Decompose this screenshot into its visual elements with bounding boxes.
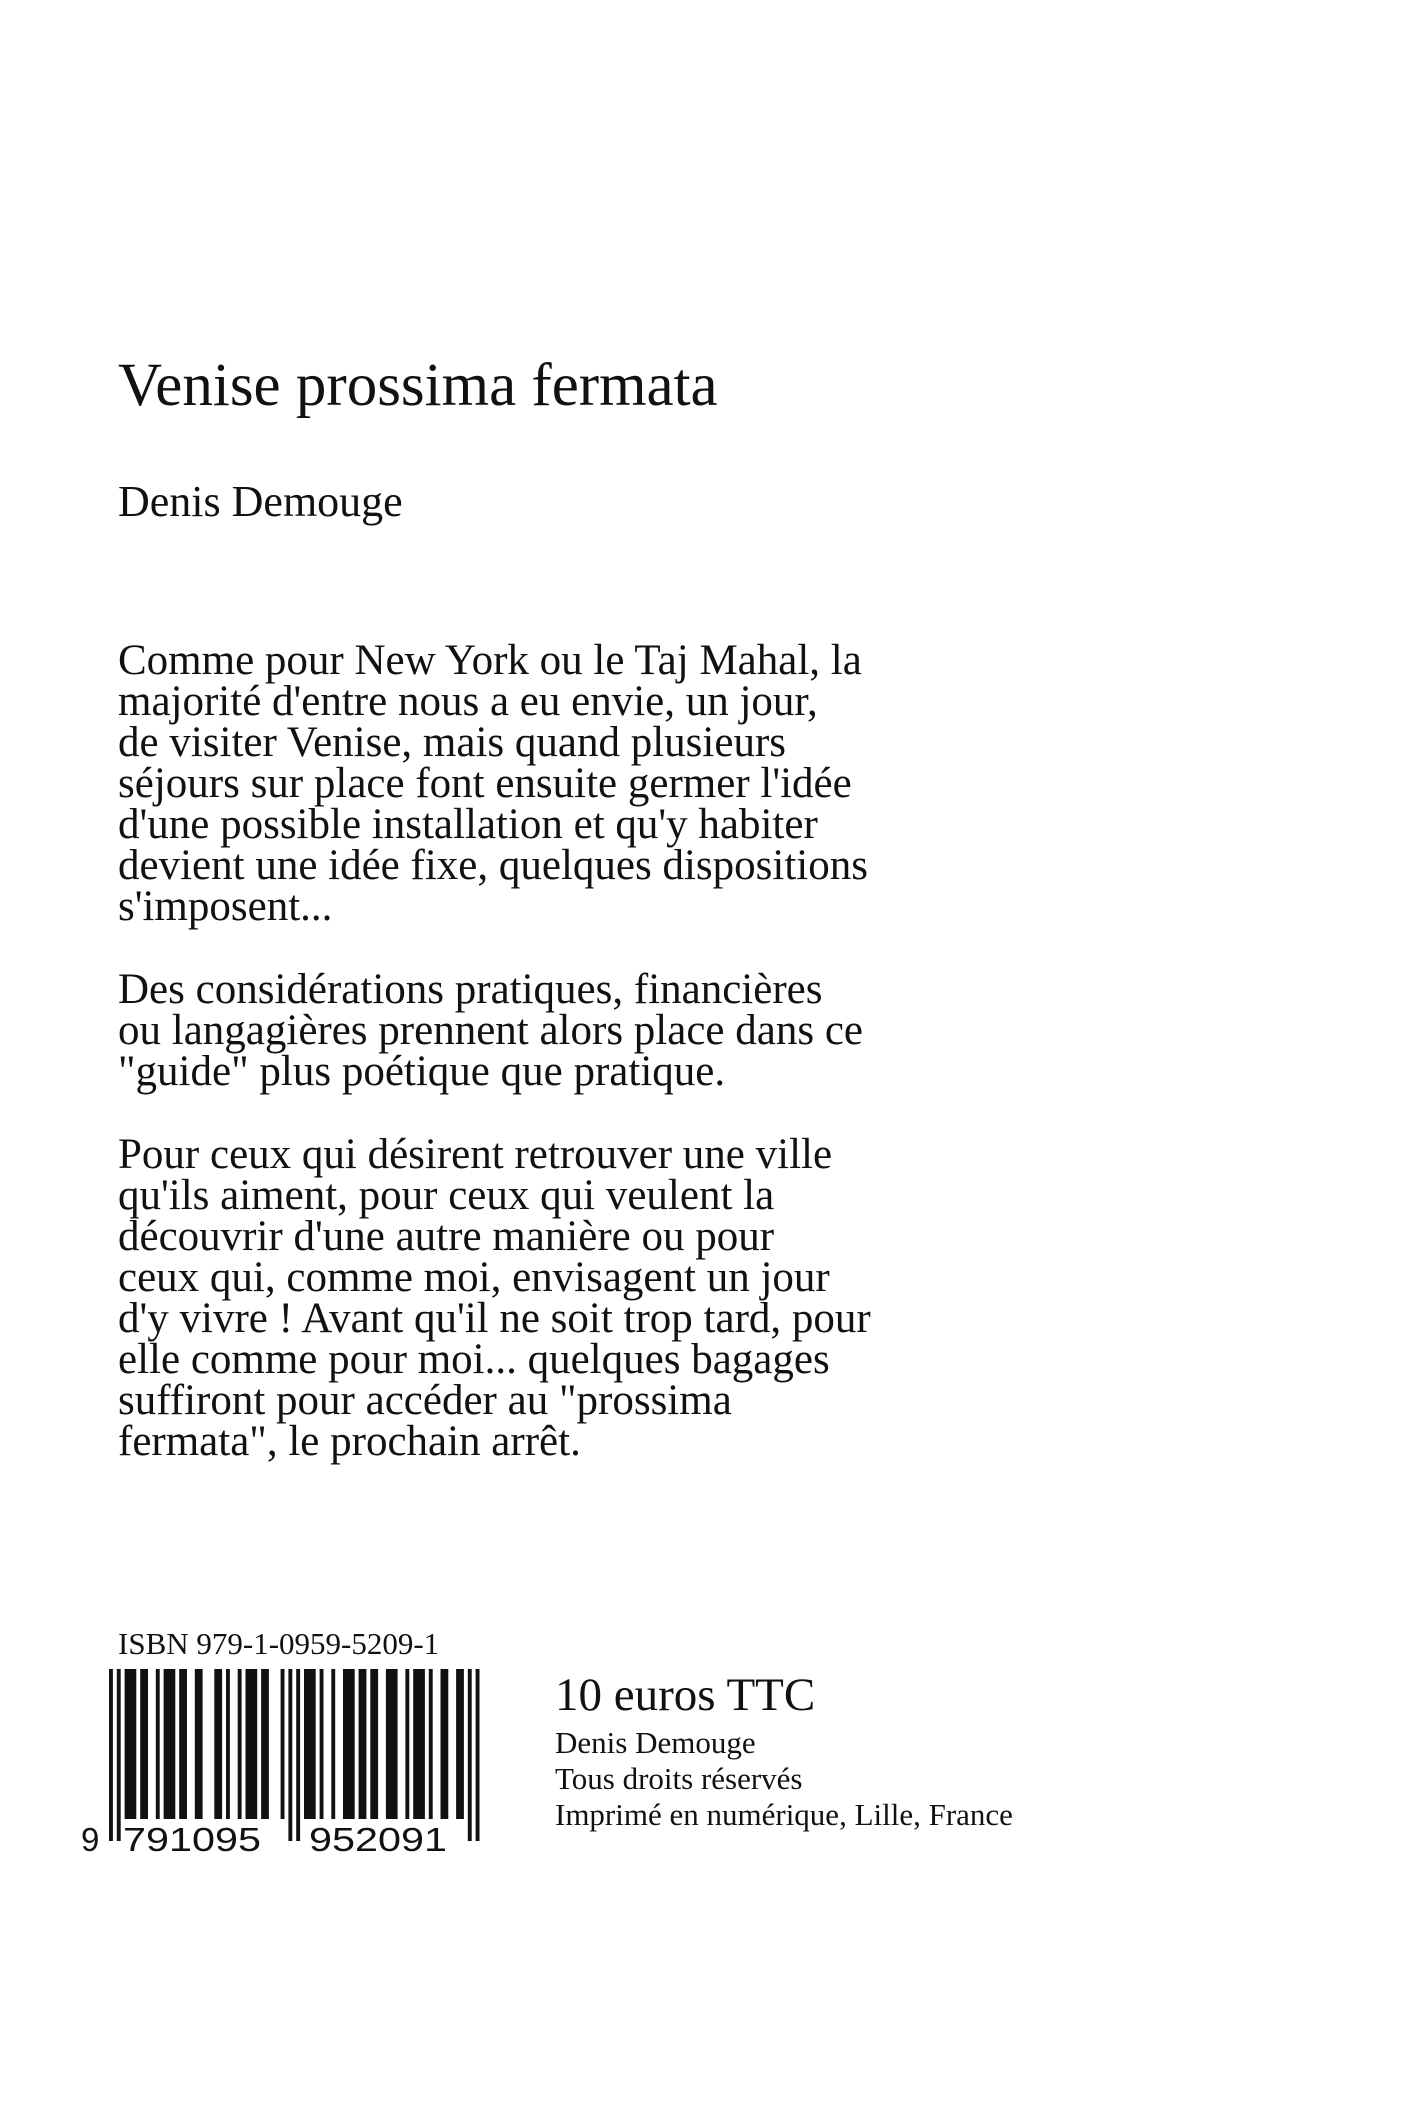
barcode-bar (343, 1669, 355, 1819)
barcode-digit-first: 9 (81, 1821, 100, 1855)
barcode-guard-bar (296, 1669, 300, 1841)
barcode-bar (140, 1669, 148, 1819)
barcode-bar (386, 1669, 398, 1819)
barcode-bar (156, 1669, 160, 1819)
barcode-bar (320, 1669, 324, 1819)
barcode-guard-bar (476, 1669, 480, 1841)
imprint-printing: Imprimé en numérique, Lille, France (555, 1797, 1013, 1832)
barcode-guard-bar (109, 1669, 113, 1841)
book-author: Denis Demouge (118, 477, 403, 526)
barcode-bar (226, 1669, 230, 1819)
blurb-paragraph: Comme pour New York ou le Taj Mahal, la majorité d'entre nous a eu envie, un jour, de visiter Venise, mais quand plusieurs séjours sur place font ensuite germer l'idée d'une possible installation et qu'y habiter devient une idée fixe, quelques dispositions s'imposent... (118, 637, 868, 930)
barcode-bar (359, 1669, 367, 1819)
barcode-guard-bar (117, 1669, 121, 1841)
barcode-bar (179, 1669, 187, 1819)
barcode-bar (125, 1669, 137, 1819)
barcode-bar (429, 1669, 433, 1819)
blurb-paragraph: Des considérations pratiques, financières ou langagières prennent alors place dans ce "guide" plus poétique que pratique. (118, 966, 864, 1095)
barcode-graphic (79, 1665, 499, 1855)
barcode-bar (370, 1669, 378, 1819)
back-cover-blurb (118, 637, 1118, 1504)
barcode-guard-bar (288, 1669, 292, 1841)
book-title: Venise prossima fermata (118, 352, 718, 419)
barcode-guard-bar (468, 1669, 472, 1841)
barcode-bar (456, 1669, 464, 1819)
price-label: 10 euros TTC (555, 1669, 816, 1721)
barcode-bar (405, 1669, 409, 1819)
barcode-bar (238, 1669, 242, 1819)
barcode-bar (214, 1669, 222, 1819)
barcode-bar (413, 1669, 425, 1819)
barcode-digits-right: 952091 (309, 1821, 447, 1855)
barcode-digits-left: 791095 (123, 1821, 261, 1855)
barcode-bar (164, 1669, 176, 1819)
isbn-barcode (79, 1665, 499, 1855)
barcode-bar (331, 1669, 335, 1819)
imprint-block (555, 1669, 1013, 1833)
barcode-bar (281, 1669, 285, 1819)
isbn-label: ISBN 979-1-0959-5209-1 (118, 1626, 440, 1661)
barcode-bar (261, 1669, 269, 1819)
imprint-publisher: Denis Demouge (555, 1725, 756, 1760)
barcode-bar (195, 1669, 203, 1819)
barcode-bar (246, 1669, 258, 1819)
barcode-bar (304, 1669, 316, 1819)
barcode-bar (441, 1669, 449, 1819)
blurb-paragraph: Pour ceux qui désirent retrouver une ville qu'ils aiment, pour ceux qui veulent la découvrir d'une autre manière ou pour ceux qui, comme moi, envisagent un jour d'y vivre ! Avant qu'il ne soit trop tard, pour elle comme pour moi... quelques bagages suffiront pour accéder au "prossima fermata", le prochain arrêt. (118, 1131, 871, 1465)
imprint-rights: Tous droits réservés (555, 1761, 803, 1796)
